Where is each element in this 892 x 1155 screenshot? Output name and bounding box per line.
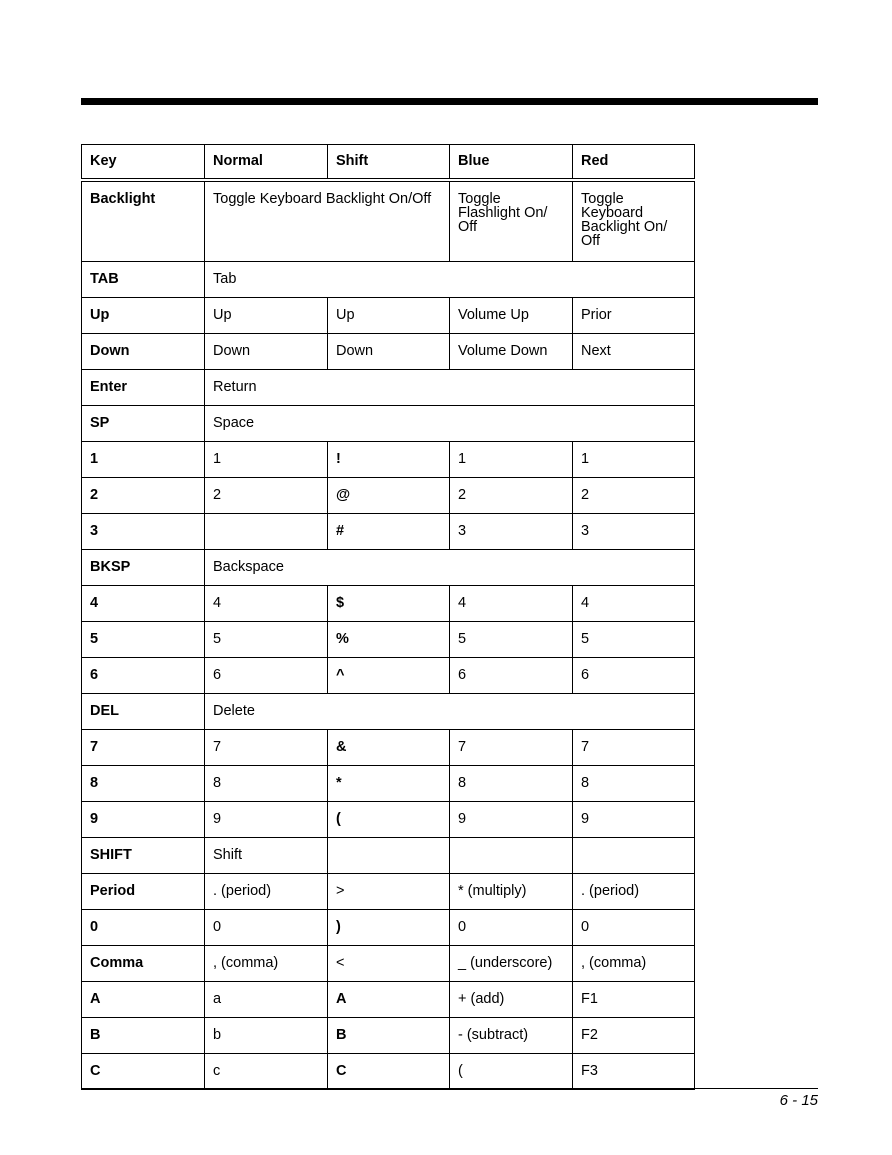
cell-red: 1	[573, 442, 695, 478]
cell-blue	[450, 838, 573, 874]
cell-key: Up	[82, 298, 205, 334]
cell-normal: , (comma)	[205, 946, 328, 982]
cell-blue: 7	[450, 730, 573, 766]
cell-all: Delete	[205, 694, 695, 730]
cell-red: , (comma)	[573, 946, 695, 982]
table-row	[82, 910, 695, 946]
cell-normal	[205, 514, 328, 550]
top-rule	[81, 98, 818, 105]
cell-key: 7	[82, 730, 205, 766]
cell-normal-shift: Toggle Keyboard Backlight On/Off	[205, 180, 450, 262]
cell-normal: Down	[205, 334, 328, 370]
cell-red: 0	[573, 910, 695, 946]
cell-red: . (period)	[573, 874, 695, 910]
cell-key: Enter	[82, 370, 205, 406]
cell-normal: . (period)	[205, 874, 328, 910]
cell-red: F2	[573, 1018, 695, 1054]
cell-shift: A	[328, 982, 450, 1018]
cell-all: Space	[205, 406, 695, 442]
header-shift: Shift	[328, 145, 450, 181]
table-row	[82, 370, 695, 406]
cell-normal: 8	[205, 766, 328, 802]
cell-red: 3	[573, 514, 695, 550]
cell-all: Return	[205, 370, 695, 406]
cell-key: A	[82, 982, 205, 1018]
cell-key: SP	[82, 406, 205, 442]
cell-key: 2	[82, 478, 205, 514]
cell-blue: Volume Up	[450, 298, 573, 334]
cell-shift: >	[328, 874, 450, 910]
cell-normal: 0	[205, 910, 328, 946]
cell-normal: Shift	[205, 838, 328, 874]
cell-red: 9	[573, 802, 695, 838]
cell-shift: ^	[328, 658, 450, 694]
cell-key: 4	[82, 586, 205, 622]
cell-key: SHIFT	[82, 838, 205, 874]
table-row	[82, 874, 695, 910]
table-row	[82, 1054, 695, 1090]
cell-normal: 4	[205, 586, 328, 622]
table-row	[82, 838, 695, 874]
cell-blue: (	[450, 1054, 573, 1090]
cell-normal: 5	[205, 622, 328, 658]
table-row	[82, 694, 695, 730]
cell-shift: <	[328, 946, 450, 982]
table-row	[82, 478, 695, 514]
cell-blue: Volume Down	[450, 334, 573, 370]
cell-blue: 4	[450, 586, 573, 622]
cell-key: 8	[82, 766, 205, 802]
cell-key: 1	[82, 442, 205, 478]
cell-normal: Up	[205, 298, 328, 334]
cell-shift: &	[328, 730, 450, 766]
table-row	[82, 658, 695, 694]
table-row	[82, 514, 695, 550]
table-row	[82, 802, 695, 838]
table-row	[82, 946, 695, 982]
table-row	[82, 334, 695, 370]
table-row	[82, 982, 695, 1018]
cell-red: 5	[573, 622, 695, 658]
cell-shift: C	[328, 1054, 450, 1090]
cell-blue: 3	[450, 514, 573, 550]
cell-all: Tab	[205, 262, 695, 298]
cell-shift: )	[328, 910, 450, 946]
cell-blue: + (add)	[450, 982, 573, 1018]
cell-normal: b	[205, 1018, 328, 1054]
header-normal: Normal	[205, 145, 328, 181]
table-row	[82, 1018, 695, 1054]
table-row	[82, 730, 695, 766]
cell-red: 4	[573, 586, 695, 622]
cell-key: C	[82, 1054, 205, 1090]
cell-blue: 5	[450, 622, 573, 658]
cell-shift: Up	[328, 298, 450, 334]
cell-blue: 8	[450, 766, 573, 802]
cell-blue: 9	[450, 802, 573, 838]
cell-red	[573, 838, 695, 874]
cell-shift: $	[328, 586, 450, 622]
cell-key: 6	[82, 658, 205, 694]
cell-key: TAB	[82, 262, 205, 298]
cell-all: Backspace	[205, 550, 695, 586]
cell-key: Backlight	[82, 180, 205, 262]
cell-red: Prior	[573, 298, 695, 334]
cell-shift: *	[328, 766, 450, 802]
table-row	[82, 180, 695, 262]
cell-shift	[328, 838, 450, 874]
table-row	[82, 406, 695, 442]
table-row	[82, 550, 695, 586]
cell-red: 6	[573, 658, 695, 694]
cell-normal: a	[205, 982, 328, 1018]
cell-normal: 1	[205, 442, 328, 478]
table-row	[82, 262, 695, 298]
cell-blue: _ (underscore)	[450, 946, 573, 982]
table-header-row	[82, 145, 695, 181]
table-row	[82, 622, 695, 658]
cell-red: Toggle Keyboard Backlight On/ Off	[573, 180, 695, 262]
cell-normal: 6	[205, 658, 328, 694]
cell-red: F3	[573, 1054, 695, 1090]
cell-red: 7	[573, 730, 695, 766]
page-number: 6 - 15	[779, 1092, 818, 1109]
cell-blue: 1	[450, 442, 573, 478]
table-row	[82, 766, 695, 802]
cell-key: DEL	[82, 694, 205, 730]
cell-shift: %	[328, 622, 450, 658]
table-row	[82, 298, 695, 334]
cell-shift: (	[328, 802, 450, 838]
cell-red: Next	[573, 334, 695, 370]
cell-key: 3	[82, 514, 205, 550]
table-row	[82, 586, 695, 622]
header-red: Red	[573, 145, 695, 181]
cell-key: 0	[82, 910, 205, 946]
cell-red: F1	[573, 982, 695, 1018]
cell-shift: Down	[328, 334, 450, 370]
cell-key: 9	[82, 802, 205, 838]
cell-key: 5	[82, 622, 205, 658]
cell-normal: c	[205, 1054, 328, 1090]
bottom-rule	[81, 1088, 818, 1089]
cell-key: Period	[82, 874, 205, 910]
cell-blue: Toggle Flashlight On/ Off	[450, 180, 573, 262]
cell-normal: 9	[205, 802, 328, 838]
table-row	[82, 442, 695, 478]
cell-blue: 6	[450, 658, 573, 694]
header-blue: Blue	[450, 145, 573, 181]
cell-normal: 7	[205, 730, 328, 766]
cell-shift: !	[328, 442, 450, 478]
cell-blue: - (subtract)	[450, 1018, 573, 1054]
cell-red: 2	[573, 478, 695, 514]
cell-shift: @	[328, 478, 450, 514]
header-key: Key	[82, 145, 205, 181]
cell-normal: 2	[205, 478, 328, 514]
cell-key: Comma	[82, 946, 205, 982]
cell-blue: 2	[450, 478, 573, 514]
cell-blue: 0	[450, 910, 573, 946]
cell-shift: B	[328, 1018, 450, 1054]
cell-red: 8	[573, 766, 695, 802]
cell-key: BKSP	[82, 550, 205, 586]
cell-key: Down	[82, 334, 205, 370]
cell-shift: #	[328, 514, 450, 550]
cell-blue: * (multiply)	[450, 874, 573, 910]
cell-key: B	[82, 1018, 205, 1054]
key-mapping-table	[81, 144, 695, 1090]
